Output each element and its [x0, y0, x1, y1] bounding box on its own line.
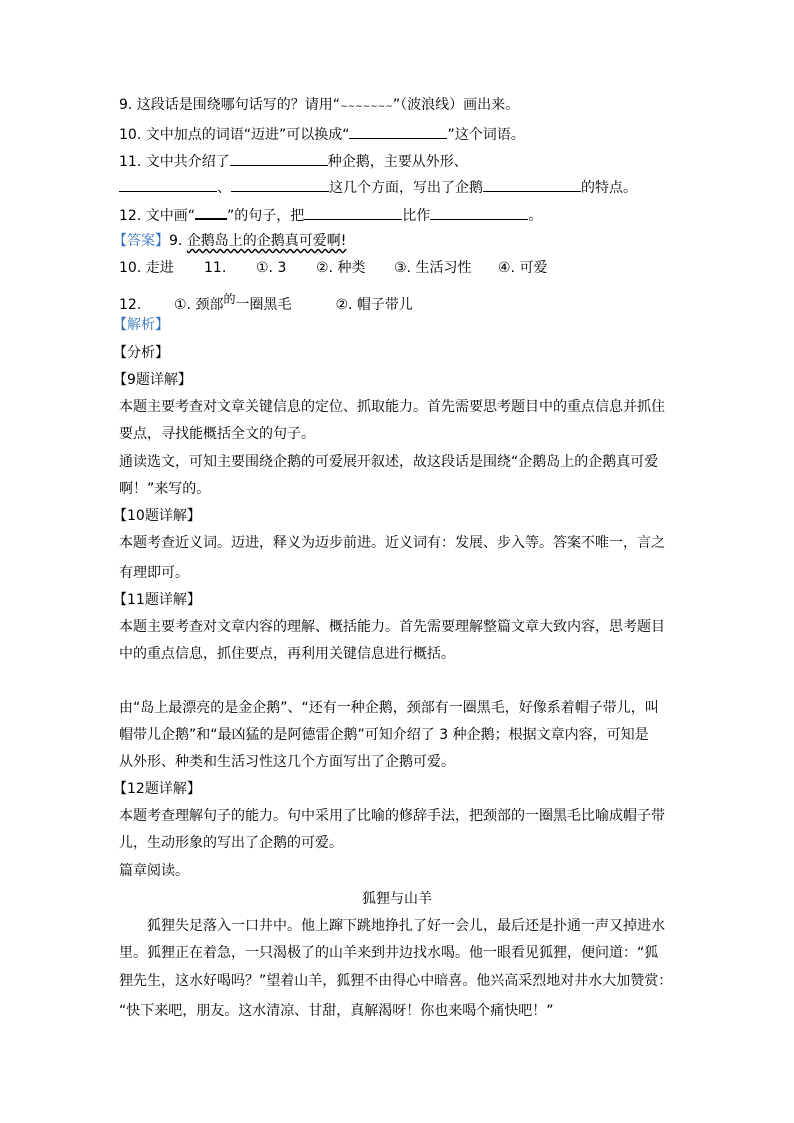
answer-9 — [113, 232, 346, 250]
q12-text-end: 。 — [528, 208, 543, 224]
analysis-text: 通读选文，可知主要围绕企鹅的可爱展开叙述，故这段话是围绕“企鹅岛上的企鹅真可爱 — [119, 454, 659, 470]
question-11 — [119, 151, 468, 171]
q11-text: 11. 文中共介绍了 — [119, 154, 230, 170]
q11-text-end: 的特点。 — [581, 180, 637, 196]
answer-12-number: 12. — [119, 297, 142, 313]
q12-text-mid2: 比作 — [402, 208, 431, 224]
passage-text: 狐狸失足落入一口井中。他上蹿下跳地挣扎了好一会儿，最后还是扑通一声又掉进水 — [119, 918, 665, 934]
analysis-text: 本题考查近义词。迈进，释义为迈步前进。近义词有：发展、步入等。答案不唯一，言之 — [119, 535, 665, 551]
section-heading: 【10题详解】 — [113, 508, 201, 524]
answer-12 — [119, 290, 413, 314]
wavy-mark: ~~~~~~~ — [340, 102, 393, 112]
q11-text-mid: 这几个方面，写出了企鹅 — [329, 180, 483, 196]
analysis-text: 本题考查理解句子的能力。句中采用了比喻的修辞手法，把颈部的一圈黑毛比喻成帽子带 — [119, 808, 665, 824]
analysis-text: 由“岛上最漂亮的是金企鹅”、“还有一种企鹅，颈部有一圈黑毛，好像系着帽子带儿，叫 — [119, 700, 659, 716]
q9-text: 9. 这段话是围绕哪句话写的？请用“ — [119, 97, 341, 113]
answer-10: 10. 走进 — [119, 260, 174, 276]
q9-text-end: ”（波浪线）画出来。 — [392, 97, 520, 113]
answer-tag: 【答案】 — [113, 233, 169, 249]
analysis-text: 篇章阅读。 — [119, 863, 189, 879]
answer-blank — [231, 177, 329, 192]
passage-text: “快下来吧，朋友。这水清凉、甘甜，真解渴呀！你也来喝个痛快吧！” — [119, 1003, 554, 1019]
passage-title: 狐狸与山羊 — [362, 891, 432, 907]
analysis-text: 有理即可。 — [119, 565, 189, 581]
analysis-text: 儿，生动形象的写出了企鹅的可爱。 — [119, 835, 343, 851]
answer-blank — [304, 205, 402, 220]
question-10 — [119, 124, 525, 144]
answer-12-item: ②. 帽子带儿 — [335, 297, 413, 313]
section-heading: 【分析】 — [113, 345, 169, 361]
answer-11-item: ③. 生活习性 — [394, 260, 472, 276]
answer-blank — [430, 205, 528, 220]
analysis-text: 帽带儿企鹅”和“最凶猛的是阿德雷企鹅”可知介绍了 3 种企鹅；根据文章内容，可知是 — [119, 727, 649, 743]
q12-text-mid: ”的句子，把 — [226, 208, 305, 224]
underline-mark — [195, 204, 227, 220]
answer-12-superscript: 的 — [223, 292, 236, 306]
question-11-cont — [119, 177, 637, 197]
analysis-text: 从外形、种类和生活习性这几个方面写出了企鹅可爱。 — [119, 754, 455, 770]
answer-number: 9. — [169, 233, 187, 249]
q11-text-end: 种企鹅，主要从外形、 — [327, 154, 468, 170]
answer-12-item: 一圈黑毛 — [235, 297, 292, 313]
answer-text: 企鹅岛上的企鹅真可爱啊! — [186, 233, 347, 249]
question-12 — [119, 204, 542, 225]
analysis-text: 啊！”来写的。 — [119, 481, 211, 497]
section-heading: 【11题详解】 — [113, 592, 201, 608]
q10-text: 10. 文中加点的词语“迈进”可以换成“ — [119, 127, 350, 143]
answer-11-item: ④. 可爱 — [498, 260, 548, 276]
q10-text-end: ”这个词语。 — [447, 127, 525, 143]
answer-blank — [483, 177, 581, 192]
analysis-text: 中的重点信息，抓住要点，再利用关键信息进行概括。 — [119, 646, 455, 662]
answer-blank — [230, 151, 328, 166]
analysis-text: 本题主要考查对文章内容的理解、概括能力。首先需要理解整篇文章大致内容，思考题目 — [119, 619, 665, 635]
analysis-text: 本题主要考查对文章关键信息的定位、抓取能力。首先需要思考题目中的重点信息并抓住 — [119, 399, 665, 415]
answer-12-item: ①. 颈部 — [174, 297, 224, 313]
section-heading: 【12题详解】 — [113, 781, 201, 797]
q12-text: 12. 文中画“ — [119, 208, 195, 224]
answer-11-item: ①. 3 — [256, 260, 287, 276]
question-9 — [119, 96, 519, 116]
answer-11-item: ②. 种类 — [316, 260, 366, 276]
answer-11-number: 11. — [204, 260, 227, 276]
answer-blank — [119, 177, 217, 192]
section-heading: 【9题详解】 — [113, 372, 192, 388]
answer-10-11 — [119, 259, 547, 277]
analysis-tag: 【解析】 — [113, 317, 169, 333]
separator: 、 — [217, 180, 231, 196]
analysis-text: 要点，寻找能概括全文的句子。 — [119, 426, 315, 442]
answer-blank — [349, 124, 447, 139]
passage-text: 狸先生，这水好喝吗？”望着山羊，狐狸不由得心中暗喜。他兴高采烈地对井水大加赞赏： — [119, 973, 673, 989]
passage-text: 里。狐狸正在着急，一只渴极了的山羊来到井边找水喝。他一眼看见狐狸，便问道：“狐 — [119, 945, 659, 961]
